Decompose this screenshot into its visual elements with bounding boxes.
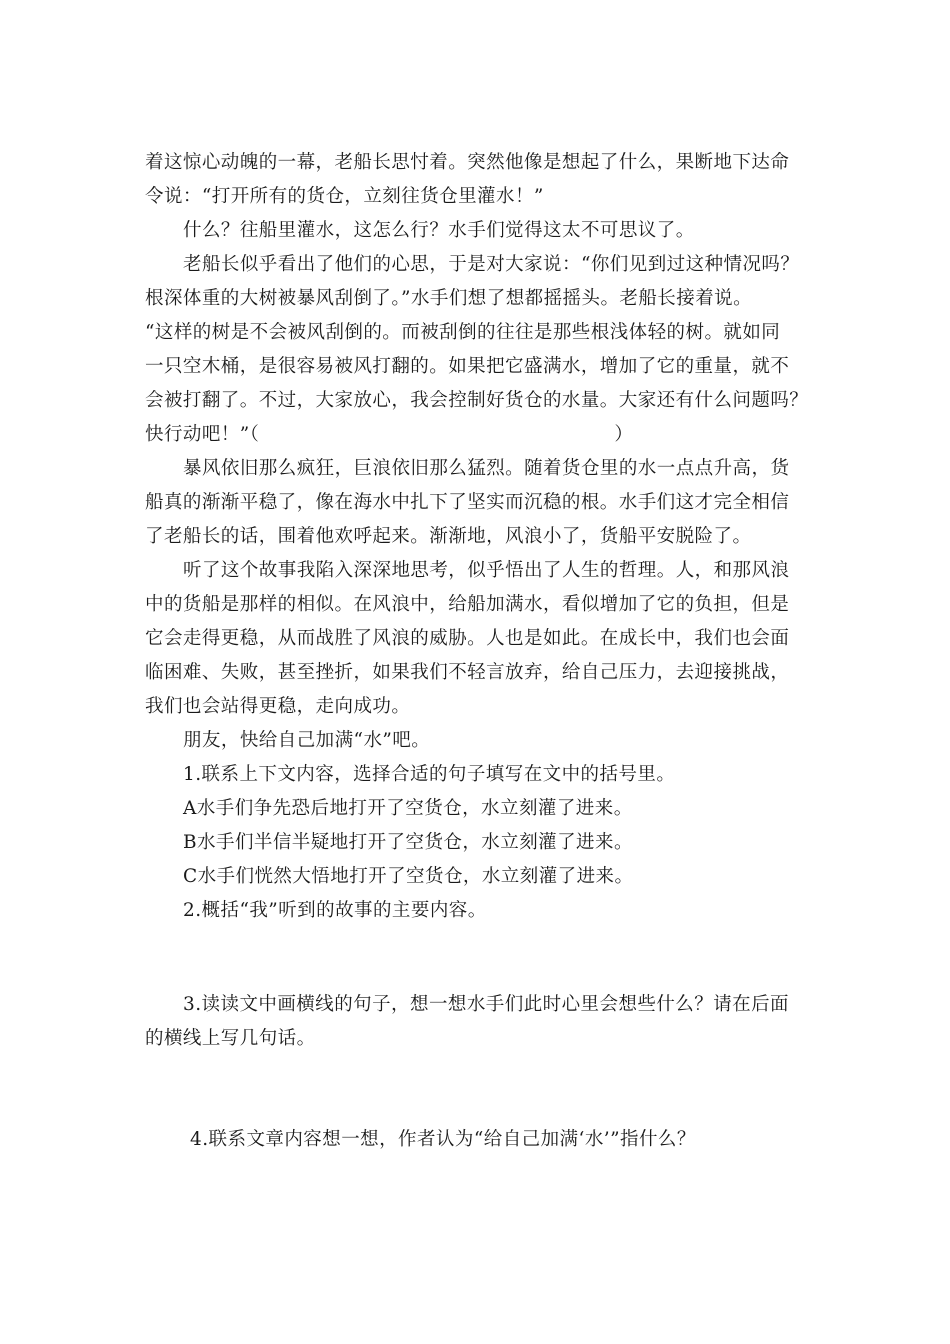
question-1-option-a: A水手们争先恐后地打开了空货仓，水立刻灌了进来。 <box>183 798 633 819</box>
question-1-option-c: C水手们恍然大悟地打开了空货仓，水立刻灌了进来。 <box>183 866 634 887</box>
question-3-line-1: 3.读读文中画横线的句子，想一想水手们此时心里会想些什么？请在后面 <box>183 994 790 1015</box>
passage-line-7: 一只空木桶，是很容易被风打翻的。如果把它盛满水，增加了它的重量，就不 <box>145 356 790 377</box>
question-3-line-2: 的横线上写几句话。 <box>145 1028 316 1049</box>
passage-line-3: 什么？往船里灌水，这怎么行？水手们觉得这太不可思议了。 <box>183 220 695 241</box>
passage-line-11: 了老船长的话，围着他欢呼起来。渐渐地，风浪小了，货船平安脱险了。 <box>145 526 752 547</box>
passage-line-10: 船真的渐渐平稳了，像在海水中扎下了坚实而沉稳的根。水手们这才完全相信 <box>145 492 790 513</box>
question-1: 1.联系上下文内容，选择合适的句子填写在文中的括号里。 <box>183 764 676 785</box>
passage-line-5: 根深体重的大树被暴风刮倒了。”水手们想了想都摇摇头。老船长接着说。 <box>145 288 753 309</box>
passage-line-13: 中的货船是那样的相似。在风浪中，给船加满水，看似增加了它的负担，但是 <box>145 594 790 615</box>
question-1-option-b: B水手们半信半疑地打开了空货仓，水立刻灌了进来。 <box>183 832 633 853</box>
passage-line-8: 会被打翻了。不过，大家放心，我会控制好货仓的水量。大家还有什么问题吗？ <box>145 390 809 411</box>
passage-line-1: 着这惊心动魄的一幕，老船长思忖着。突然他像是想起了什么，果断地下达命 <box>145 152 790 173</box>
passage-line-2: 令说：“打开所有的货仓，立刻往货仓里灌水！” <box>145 186 544 207</box>
question-2: 2.概括“我”听到的故事的主要内容。 <box>183 900 487 921</box>
passage-line-6: “这样的树是不会被风刮倒的。而被刮倒的往往是那些根浅体轻的树。就如同 <box>145 322 781 343</box>
passage-blank-line <box>145 418 825 452</box>
passage-line-12: 听了这个故事我陷入深深地思考，似乎悟出了人生的哲理。人，和那风浪 <box>183 560 790 581</box>
passage-line-14: 它会走得更稳，从而战胜了风浪的威胁。人也是如此。在成长中，我们也会面 <box>145 628 790 649</box>
blank-line-suffix: ） <box>614 424 634 445</box>
passage-line-9: 暴风依旧那么疯狂，巨浪依旧那么猛烈。随着货仓里的水一点点升高，货 <box>183 458 790 479</box>
passage-line-17: 朋友，快给自己加满“水”吧。 <box>183 730 431 751</box>
question-4: 4.联系文章内容想一想，作者认为“给自己加满‘水’”指什么？ <box>190 1129 696 1150</box>
passage-line-15: 临困难、失败，甚至挫折，如果我们不轻言放弃，给自己压力，去迎接挑战， <box>145 662 790 683</box>
passage-line-16: 我们也会站得更稳，走向成功。 <box>145 696 411 717</box>
passage-line-4: 老船长似乎看出了他们的心思，于是对大家说：“你们见到过这种情况吗？ <box>183 254 800 275</box>
blank-line-prefix: 快行动吧！”（ <box>145 424 260 445</box>
